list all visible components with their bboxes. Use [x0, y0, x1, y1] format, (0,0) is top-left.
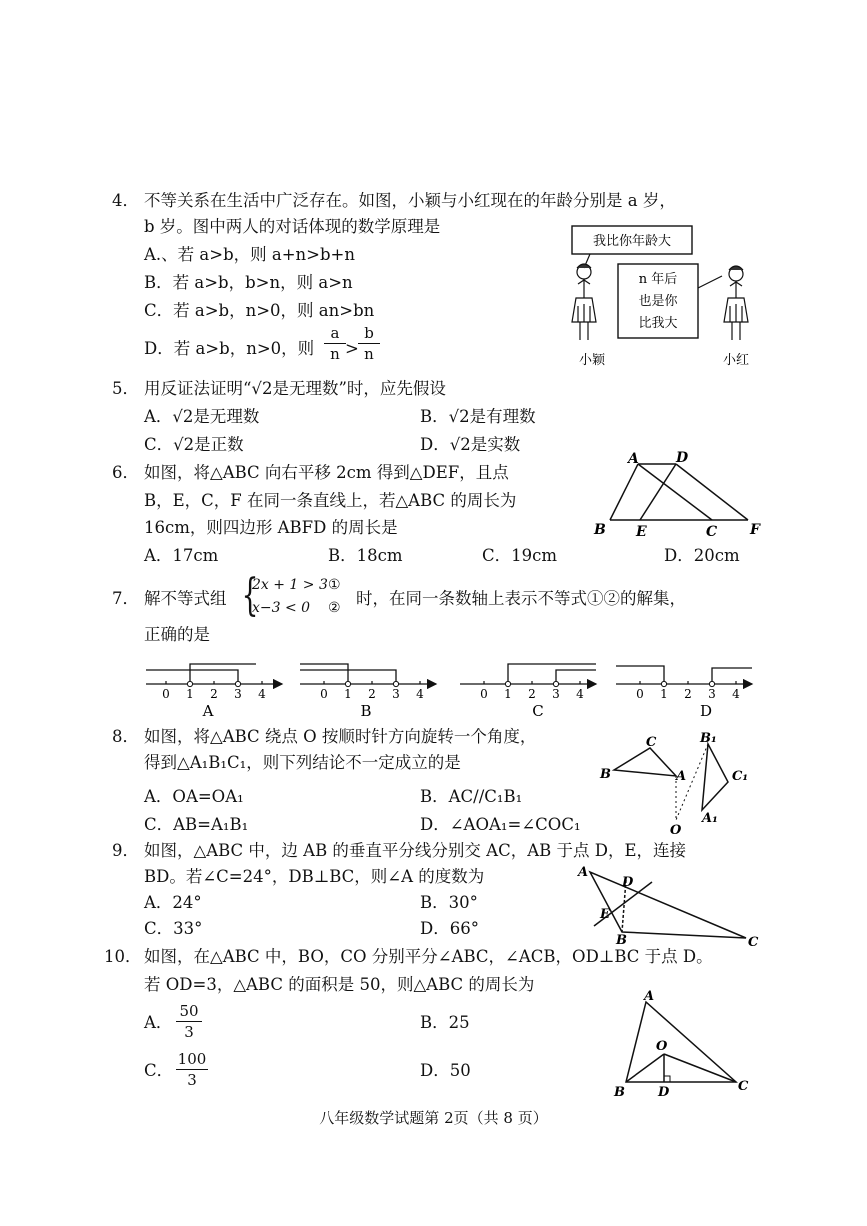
question-8-option-b[interactable]: B．AC//C₁B₁ — [420, 787, 523, 806]
tick-label: 1 — [344, 687, 352, 701]
fraction-numerator: 50 — [179, 1002, 199, 1020]
tick-label: 3 — [392, 687, 400, 701]
question-7-stem-pre: 解不等式组 — [144, 589, 227, 608]
label-point: D — [622, 875, 634, 890]
question-10-option-a-fraction[interactable] — [176, 1002, 202, 1041]
girl-xiaohong-icon — [724, 266, 748, 340]
fraction-denominator: 3 — [184, 1023, 194, 1041]
question-6-option-a[interactable]: A．17cm — [144, 546, 219, 565]
speech-bubble-2-line1: n 年后 — [638, 272, 678, 287]
question-9-option-b[interactable]: B．30° — [420, 893, 478, 912]
question-10-option-b[interactable]: B．25 — [420, 1013, 470, 1032]
label-point: D — [658, 1085, 670, 1100]
page-footer: 八年级数学试题第 2页（共 8 页） — [319, 1109, 548, 1127]
tick-label: 2 — [528, 687, 536, 701]
question-9-stem-line1: 如图，△ABC 中，边 AB 的垂直平分线分别交 AC，AB 于点 D，E，连接 — [144, 841, 687, 860]
label-point: O — [656, 1039, 668, 1054]
tick-label: 4 — [732, 687, 740, 701]
question-4-stem-line1: 不等关系在生活中广泛存在。如图，小颖与小红现在的年龄分别是 a 岁， — [144, 191, 676, 210]
fraction-numerator: a — [330, 324, 340, 342]
system-brace: { — [241, 570, 259, 621]
question-7-stem-post: 时，在同一条数轴上表示不等式①②的解集， — [356, 589, 686, 608]
question-9-option-a[interactable]: A．24° — [144, 893, 202, 912]
question-10-option-a-prefix[interactable]: A． — [144, 1013, 173, 1032]
question-5-stem: 用反证法证明“√2是无理数”时，应先假设 — [144, 379, 446, 398]
question-8-option-a[interactable]: A．OA=OA₁ — [144, 787, 244, 806]
tick-label: 0 — [480, 687, 488, 701]
label-point: O — [670, 823, 682, 838]
question-6-option-d[interactable]: D．20cm — [664, 546, 740, 565]
question-5-option-b[interactable]: B．√2是有理数 — [420, 407, 536, 426]
label-point: C — [748, 935, 759, 950]
inequality-1: 2x + 1 > 3 — [252, 577, 328, 593]
question-6-stem-line1: 如图，将△ABC 向右平移 2cm 得到△DEF，且点 — [144, 463, 509, 482]
number-line-option-a[interactable] — [146, 664, 282, 720]
number-line-option-d[interactable] — [616, 666, 752, 720]
tick-label: 2 — [684, 687, 692, 701]
tick-label: 2 — [210, 687, 218, 701]
speech-bubble-2-line3: 比我大 — [638, 316, 678, 331]
question-10-option-d[interactable]: D．50 — [420, 1061, 471, 1080]
option-d-label: D — [699, 702, 713, 720]
label-point: C — [738, 1079, 749, 1094]
question-6-option-b[interactable]: B．18cm — [328, 546, 403, 565]
label-point: C — [706, 524, 718, 540]
question-6-number: 6． — [112, 463, 139, 482]
question-5-option-a[interactable]: A．√2是无理数 — [144, 407, 260, 426]
label-point: A — [644, 989, 655, 1004]
name-xiaoying: 小颖 — [578, 353, 606, 368]
label-point: E — [600, 907, 610, 922]
question-7-number: 7． — [112, 589, 139, 608]
label-point: F — [750, 522, 760, 538]
question-4-number: 4． — [112, 191, 139, 210]
label-point: E — [636, 524, 647, 540]
question-5-number: 5． — [112, 379, 139, 398]
question-4-stem-line2: b 岁。图中两人的对话体现的数学原理是 — [144, 217, 441, 236]
label-point: B₁ — [700, 731, 717, 746]
question-10-stem-line2: 若 OD=3，△ABC 的面积是 50，则△ABC 的周长为 — [144, 975, 535, 994]
number-line-option-c[interactable] — [460, 664, 596, 720]
label-point: B — [616, 933, 627, 948]
inequality-1-mark: ① — [328, 577, 341, 593]
label-point: A — [676, 769, 687, 784]
tick-label: 0 — [162, 687, 170, 701]
label-point: B — [594, 522, 606, 538]
question-4-option-a[interactable]: A.、若 a>b，则 a+n>b+n — [144, 245, 356, 264]
question-7-stem-line2: 正确的是 — [144, 625, 210, 644]
tick-label: 3 — [234, 687, 242, 701]
question-10-number: 10． — [104, 947, 142, 966]
inequality-2: x−3 < 0 — [252, 600, 311, 616]
number-line-option-b[interactable] — [300, 664, 436, 720]
tick-label: 3 — [552, 687, 560, 701]
question-6-option-c[interactable]: C．19cm — [482, 546, 558, 565]
tick-label: 0 — [636, 687, 644, 701]
fraction-denominator: 3 — [187, 1071, 197, 1089]
tick-label: 1 — [660, 687, 668, 701]
question-7-number-lines — [140, 656, 760, 722]
question-9-figure — [574, 862, 764, 948]
tick-label: 4 — [416, 687, 424, 701]
tick-label: 2 — [368, 687, 376, 701]
question-8-figure-rotation — [596, 728, 766, 838]
question-10-figure — [606, 988, 766, 1100]
question-8-stem-line1: 如图，将△ABC 绕点 O 按顺时针方向旋转一个角度， — [144, 727, 537, 746]
tick-label: 4 — [258, 687, 266, 701]
question-9-option-c[interactable]: C．33° — [144, 919, 203, 938]
speech-bubble-1-text: 我比你年龄大 — [592, 234, 672, 249]
question-6-stem-line2: B，E，C，F 在同一条直线上，若△ABC 的周长为 — [144, 491, 517, 510]
question-10-stem-line1: 如图，在△ABC 中，BO，CO 分别平分∠ABC，∠ACB，OD⊥BC 于点 D。 — [144, 947, 713, 966]
option-a-label: A — [202, 702, 214, 720]
girl-xiaoying-icon — [572, 264, 596, 340]
question-4-option-b[interactable]: B．若 a>b，b>n，则 a>n — [144, 273, 353, 292]
tick-label: 0 — [320, 687, 328, 701]
fraction-denominator: n — [330, 345, 340, 363]
fraction-denominator: n — [364, 345, 374, 363]
speech-bubble-2-line2: 也是你 — [638, 294, 678, 309]
name-xiaohong: 小红 — [722, 353, 750, 368]
fraction-numerator: 100 — [177, 1050, 207, 1068]
label-point: A — [578, 865, 589, 880]
question-4-figure-dialogue — [560, 218, 760, 370]
tick-label: 3 — [708, 687, 716, 701]
label-point: B — [600, 767, 611, 782]
option-c-label: C — [532, 702, 544, 720]
question-8-number: 8． — [112, 727, 139, 746]
fraction-numerator: b — [364, 324, 374, 342]
question-6-stem-line3: 16cm，则四边形 ABFD 的周长是 — [144, 518, 398, 537]
question-5-option-c[interactable]: C．√2是正数 — [144, 435, 244, 454]
question-4-gt-sign: > — [345, 339, 359, 358]
question-9-option-d[interactable]: D．66° — [420, 919, 479, 938]
label-point: C₁ — [732, 769, 749, 784]
tick-label: 1 — [504, 687, 512, 701]
label-point: A₁ — [702, 811, 718, 826]
question-9-number: 9． — [112, 841, 139, 860]
inequality-2-mark: ② — [328, 600, 341, 616]
label-point: C — [646, 735, 657, 750]
question-9-stem-line2: BD。若∠C=24°，DB⊥BC，则∠A 的度数为 — [144, 867, 485, 886]
question-4-fraction-b-n — [358, 324, 380, 363]
question-10-option-c-fraction[interactable] — [176, 1050, 208, 1089]
option-b-label: B — [360, 702, 372, 720]
question-4-fraction-a-n — [324, 324, 346, 363]
question-6-figure-translation — [588, 448, 768, 540]
label-point: A — [628, 451, 639, 467]
question-10-option-c-prefix[interactable]: C． — [144, 1061, 174, 1080]
label-point: B — [614, 1085, 625, 1100]
question-8-stem-line2: 得到△A₁B₁C₁，则下列结论不一定成立的是 — [144, 753, 461, 772]
question-4-option-d[interactable]: D．若 a>b，n>0，则 — [144, 339, 315, 358]
question-5-option-d[interactable]: D．√2是实数 — [420, 435, 521, 454]
label-point: D — [676, 450, 689, 466]
question-8-option-c[interactable]: C．AB=A₁B₁ — [144, 815, 249, 834]
tick-label: 4 — [576, 687, 584, 701]
question-4-option-c[interactable]: C．若 a>b，n>0，则 an>bn — [144, 301, 375, 320]
question-8-option-d[interactable]: D．∠AOA₁=∠COC₁ — [420, 815, 581, 834]
tick-label: 1 — [186, 687, 194, 701]
